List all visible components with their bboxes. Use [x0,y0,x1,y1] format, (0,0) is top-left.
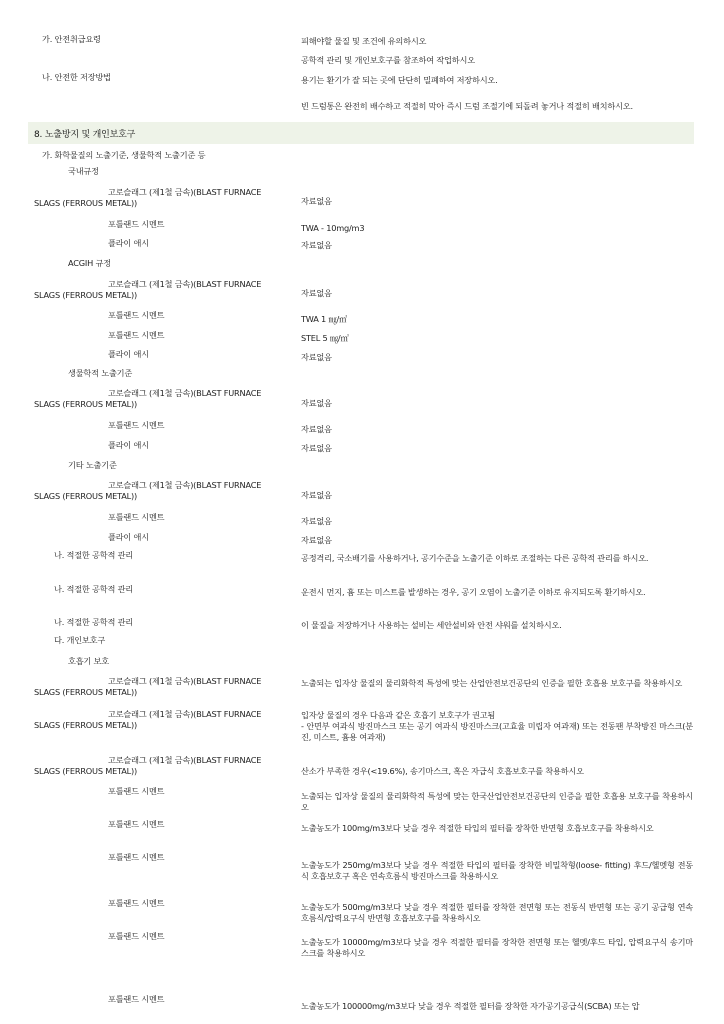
field-value: 자료없음 [301,398,332,408]
field-label: 호흡기 보호 [68,656,109,666]
field-value: 노출농도가 500mg/m3보다 낮을 경우 적절한 필터를 장착한 전면형 또는 전동식 반면형 또는 공기 공급형 연속흐름식/압력요구식 반면형 호흡보호구를 착용하시오 [301,902,693,923]
field-value: 노출농도가 10000mg/m3보다 낮을 경우 적절한 필터를 장착한 전면형 또는 헬멧/후드 타입, 압력요구식 송기마스크를 착용하시오 [301,937,693,958]
field-value: 자료없음 [301,196,332,206]
field-label: 포틀랜드 시멘트 [108,310,165,320]
section-title: 8. 노출방지 및 개인보호구 [34,130,136,140]
field-label: 고로슬래그 (제1철 금속)(BLAST FURNACE [108,676,262,686]
field-value: 자료없음 [301,443,332,453]
field-label-continued: SLAGS (FERROUS METAL)) [34,687,137,697]
field-value: 이 물질을 저장하거나 사용하는 설비는 세안설비와 안전 샤워를 설치하시오. [301,620,562,630]
field-label: 포틀랜드 시멘트 [108,819,165,829]
field-value: 공학적 관리 및 개인보호구를 참조하여 작업하시오 [301,55,475,65]
field-label: ACGIH 규정 [68,258,111,268]
field-value: 자료없음 [301,240,332,250]
field-value: 노출농도가 100000mg/m3보다 낮을 경우 적절한 필터를 장착한 자가공기공급식(SCBA) 또는 압 [301,1001,640,1011]
field-value: 입자상 물질의 경우 다음과 같은 호흡기 보호구가 권고됨 - 안면부 여과식 방진마스크 또는 공기 여과식 방진마스크(고효율 미립자 여과재) 또는 전동팬 부착방진 마스크(분진, 미스트, 흄용 여과재) [301,710,693,742]
field-label-continued: SLAGS (FERROUS METAL)) [34,720,137,730]
field-label: 고로슬래그 (제1철 금속)(BLAST FURNACE [108,388,262,398]
field-value: 피해야할 물질 및 조건에 유의하시오 [301,36,427,46]
field-value: TWA - 10mg/m3 [301,223,365,233]
field-label: 포틀랜드 시멘트 [108,219,165,229]
field-label: 포틀랜드 시멘트 [108,931,165,941]
field-label: 고로슬래그 (제1철 금속)(BLAST FURNACE [108,187,262,197]
field-label-continued: SLAGS (FERROUS METAL)) [34,290,137,300]
field-value: 자료없음 [301,535,332,545]
field-value: 산소가 부족한 경우(<19.6%), 송기마스크, 혹은 자급식 호흡보호구를 착용하시오 [301,766,584,776]
field-label: 나. 적절한 공학적 관리 [54,617,133,627]
field-label: 나. 적절한 공학적 관리 [54,550,133,560]
field-value: STEL 5 ㎎/㎥ [301,333,349,343]
field-label-continued: SLAGS (FERROUS METAL)) [34,198,137,208]
field-value: 자료없음 [301,516,332,526]
field-label: 포틀랜드 시멘트 [108,852,165,862]
field-label: 가. 안전취급요령 [42,34,101,44]
field-label-continued: SLAGS (FERROUS METAL)) [34,766,137,776]
field-value: 자료없음 [301,288,332,298]
field-value: 빈 드럼통은 완전히 배수하고 적절히 막아 즉시 드럼 조절기에 되돌려 놓거나 적절히 배치하시오. [301,101,633,111]
field-label: 나. 안전한 저장방법 [42,72,111,82]
field-label: 플라이 애시 [108,238,149,248]
field-label: 포틀랜드 시멘트 [108,898,165,908]
field-label: 플라이 애시 [108,440,149,450]
field-label: 고로슬래그 (제1철 금속)(BLAST FURNACE [108,279,262,289]
field-value: 운전시 먼지, 흄 또는 미스트를 발생하는 경우, 공기 오염이 노출기준 이하로 유지되도록 환기하시오. [301,587,646,597]
field-label: 국내규정 [68,166,99,176]
field-label: 플라이 애시 [108,532,149,542]
field-value: 노출농도가 250mg/m3보다 낮을 경우 적절한 타입의 필터를 장착한 비밀착형(loose- fitting) 후드/헬멧형 전동식 호흡보호구 혹은 연속흐름식 방진마스크를 착용하시오 [301,860,693,881]
field-label: 포틀랜드 시멘트 [108,994,165,1004]
field-label: 포틀랜드 시멘트 [108,786,165,796]
field-label: 가. 화학물질의 노출기준, 생물학적 노출기준 등 [42,150,206,160]
field-label: 포틀랜드 시멘트 [108,512,165,522]
field-value: 노출농도가 100mg/m3보다 낮을 경우 적절한 타입의 필터를 장착한 반면형 호흡보호구를 착용하시오 [301,823,654,833]
field-value: 자료없음 [301,424,332,434]
field-label: 기타 노출기준 [68,460,117,470]
field-label: 고로슬래그 (제1철 금속)(BLAST FURNACE [108,755,262,765]
field-value: 노출되는 입자상 물질의 물리화학적 특성에 맞는 산업안전보건공단의 인증을 필한 호흡용 보호구를 착용하시오 [301,678,683,688]
field-label: 나. 적절한 공학적 관리 [54,584,133,594]
field-label: 다. 개인보호구 [54,635,106,645]
field-value: 노출되는 입자상 물질의 물리화학적 특성에 맞는 한국산업안전보건공단의 인증을 필한 호흡용 보호구를 착용하시오 [301,791,693,812]
field-value: 자료없음 [301,490,332,500]
field-value: 공정격리, 국소배기를 사용하거나, 공기수준을 노출기준 이하로 조절하는 다른 공학적 관리를 하시오. [301,553,649,563]
field-label: 고로슬래그 (제1철 금속)(BLAST FURNACE [108,480,262,490]
field-label: 포틀랜드 시멘트 [108,330,165,340]
field-label: 플라이 애시 [108,349,149,359]
field-label: 포틀랜드 시멘트 [108,420,165,430]
field-value: TWA 1 ㎎/㎥ [301,314,347,324]
field-label-continued: SLAGS (FERROUS METAL)) [34,399,137,409]
field-label-continued: SLAGS (FERROUS METAL)) [34,491,137,501]
field-label: 생물학적 노출기준 [68,368,133,378]
field-label: 고로슬래그 (제1철 금속)(BLAST FURNACE [108,709,262,719]
field-value: 용기는 환기가 잘 되는 곳에 단단히 밀폐하여 저장하시오. [301,75,498,85]
field-value: 자료없음 [301,352,332,362]
